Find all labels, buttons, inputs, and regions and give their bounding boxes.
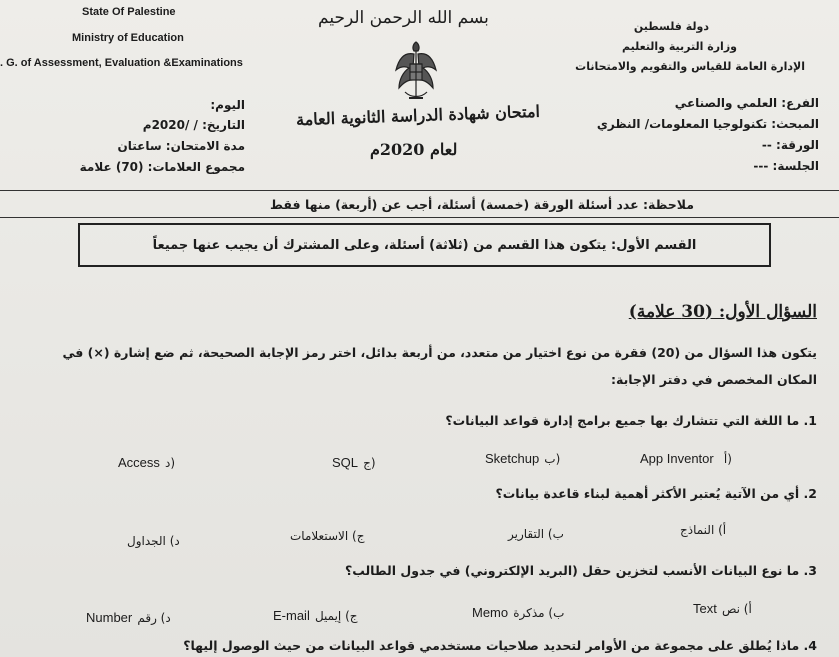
item-3-option-a: Text أ) نص: [693, 601, 752, 616]
item-2-option-a: أ) النماذج: [680, 523, 727, 537]
question-one-instructions-1: يتكون هذا السؤال من (20) فقرة من نوع اختيار من متعدد، من أربعة بدائل، اختر رمز الإجابة الصحيحة، ثم ضع إشارة (×) في: [62, 345, 817, 360]
date-label: التاريخ: / /2020م: [142, 118, 245, 132]
header-ar-line-2: وزارة التربية والتعليم: [622, 40, 737, 53]
item-1-option-b: Sketchup ب): [485, 451, 561, 466]
item-1-option-a: App Inventor أ): [640, 451, 732, 466]
item-4-question: 4. ماذا يُطلق على مجموعة من الأوامر لتحديد صلاحيات مستخدمي قواعد البيانات من حيث الوصول إليها؟: [183, 638, 817, 653]
item-3-question: 3. ما نوع البيانات الأنسب لتخزين حقل (البريد الإلكتروني) في جدول الطالب؟: [344, 563, 817, 578]
header-ar-line-3: الإدارة العامة للقياس والتقويم والامتحانات: [575, 60, 805, 73]
basmala: بسم الله الرحمن الرحيم: [318, 8, 489, 28]
item-2-option-c: ج) الاستعلامات: [290, 529, 365, 543]
header-en-line-3: . G. of Assessment, Evaluation &Examinations: [0, 57, 243, 69]
exam-note: ملاحظة: عدد أسئلة الورقة (خمسة) أسئلة، أجب عن (أربعة) منها فقط: [270, 197, 694, 212]
header-divider: [0, 190, 839, 191]
item-1-question: 1. ما اللغة التي تتشارك بها جميع برامج إدارة قواعد البيانات؟: [445, 413, 817, 428]
item-3-option-c: E-mail ج) إيميل: [273, 608, 358, 623]
session-label: الجلسة: ---: [753, 159, 819, 173]
total-marks: مجموع العلامات: (70) علامة: [79, 160, 245, 174]
section-one-text: القسم الأول: يتكون هذا القسم من (ثلاثة) أسئلة، وعلى المشترك أن يجيب عنها جميعاً: [152, 237, 697, 253]
subject-label: المبحث: تكنولوجيا المعلومات/ النظري: [596, 117, 819, 131]
note-divider: [0, 217, 839, 218]
item-3-option-b: Memo ب) مذكرة: [472, 605, 565, 620]
branch-label: الفرع: العلمي والصناعي: [674, 96, 819, 110]
item-2-option-b: ب) التقارير: [508, 527, 564, 541]
section-one-box: [78, 223, 771, 267]
question-one-instructions-2: المكان المخصص في دفتر الإجابة:: [610, 372, 817, 387]
header-en-line-1: State Of Palestine: [82, 6, 176, 18]
question-one-title: السؤال الأول: (30 علامة): [628, 302, 817, 322]
header-en-line-2: Ministry of Education: [72, 32, 184, 44]
paper-label: الورقة: --: [761, 138, 819, 152]
item-1-option-c: SQL ج): [332, 455, 376, 470]
exam-duration: مدة الامتحان: ساعتان: [117, 139, 245, 153]
exam-title: امتحان شهادة الدراسة الثانوية العامة: [295, 101, 541, 130]
item-2-question: 2. أي من الآتية يُعتبر الأكثر أهمية لبناء قاعدة بيانات؟: [495, 486, 817, 501]
header-ar-line-1: دولة فلسطين: [633, 20, 709, 33]
item-2-option-d: د) الجداول: [127, 534, 180, 548]
item-3-option-d: Number د) رقم: [86, 610, 171, 625]
item-1-option-d: Access د): [118, 455, 176, 470]
palestine-eagle-emblem: [393, 36, 439, 104]
day-label: اليوم:: [210, 98, 245, 112]
exam-year: لعام 2020م: [370, 140, 458, 159]
